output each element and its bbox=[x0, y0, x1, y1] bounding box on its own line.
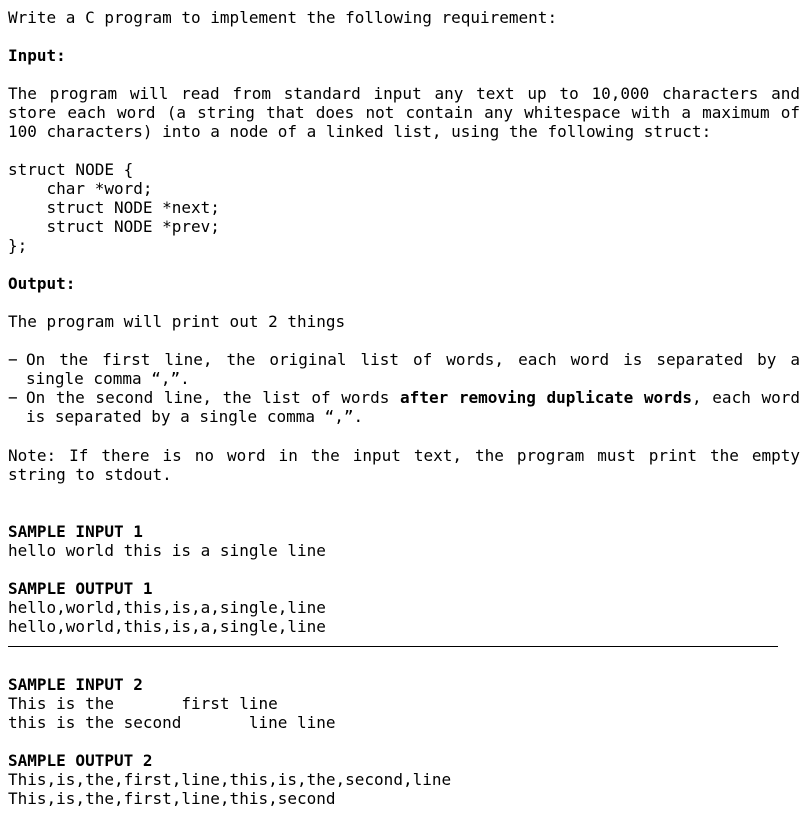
bullet-1-line-2: single comma “,”. bbox=[26, 369, 190, 388]
sample-output-1-line-2: hello,world,this,is,a,single,line bbox=[8, 617, 326, 636]
sample-output-1-label: SAMPLE OUTPUT 1 bbox=[8, 579, 153, 598]
sample-input-2-label: SAMPLE INPUT 2 bbox=[8, 675, 143, 694]
sample-output-2-line-2: This,is,the,first,line,this,second bbox=[8, 789, 336, 808]
bullet-2-text: On the second line, the list of words bbox=[26, 388, 401, 407]
note-line-2: string to stdout. bbox=[8, 465, 172, 484]
code-line-next-field: struct NODE *next; bbox=[8, 198, 220, 217]
output-heading: Output: bbox=[8, 274, 76, 293]
code-line-struct-close: }; bbox=[8, 236, 28, 255]
bullet-2-tail: , each word bbox=[692, 388, 800, 407]
bullet-2-line-1 bbox=[26, 388, 800, 407]
sample-input-2-line-2: this is the second line line bbox=[8, 713, 336, 732]
code-line-word-field: char *word; bbox=[8, 179, 153, 198]
note-line-1: Note: If there is no word in the input text, the program must print the empty bbox=[8, 446, 800, 465]
sample-output-1-line-1: hello,world,this,is,a,single,line bbox=[8, 598, 326, 617]
intro-text: Write a C program to implement the following requirement: bbox=[8, 8, 558, 27]
sample-input-1-label: SAMPLE INPUT 1 bbox=[8, 522, 143, 541]
code-line-prev-field: struct NODE *prev; bbox=[8, 217, 220, 236]
code-line-struct-open: struct NODE { bbox=[8, 160, 134, 179]
bullet-1-line-1: On the first line, the original list of words, each word is separated by a bbox=[26, 350, 800, 369]
sample-input-2-line-1: This is the first line bbox=[8, 694, 278, 713]
input-heading: Input: bbox=[8, 46, 66, 65]
bullet-2-line-2: is separated by a single comma “,”. bbox=[26, 407, 364, 426]
bullet-2-emphasis: after removing duplicate words bbox=[400, 388, 693, 407]
output-description: The program will print out 2 things bbox=[8, 312, 346, 331]
input-description-line-3: 100 characters) into a node of a linked list, using the following struct: bbox=[8, 122, 712, 141]
section-divider bbox=[8, 646, 778, 647]
bullet-dash-2: − bbox=[8, 388, 18, 407]
bullet-dash-1: − bbox=[8, 350, 18, 369]
input-description-line-1: The program will read from standard input any text up to 10,000 characters and bbox=[8, 84, 800, 103]
sample-output-2-line-1: This,is,the,first,line,this,is,the,second,line bbox=[8, 770, 452, 789]
sample-output-2-label: SAMPLE OUTPUT 2 bbox=[8, 751, 153, 770]
sample-input-1-line-1: hello world this is a single line bbox=[8, 541, 326, 560]
input-description-line-2: store each word (a string that does not contain any whitespace with a maximum of bbox=[8, 103, 800, 122]
